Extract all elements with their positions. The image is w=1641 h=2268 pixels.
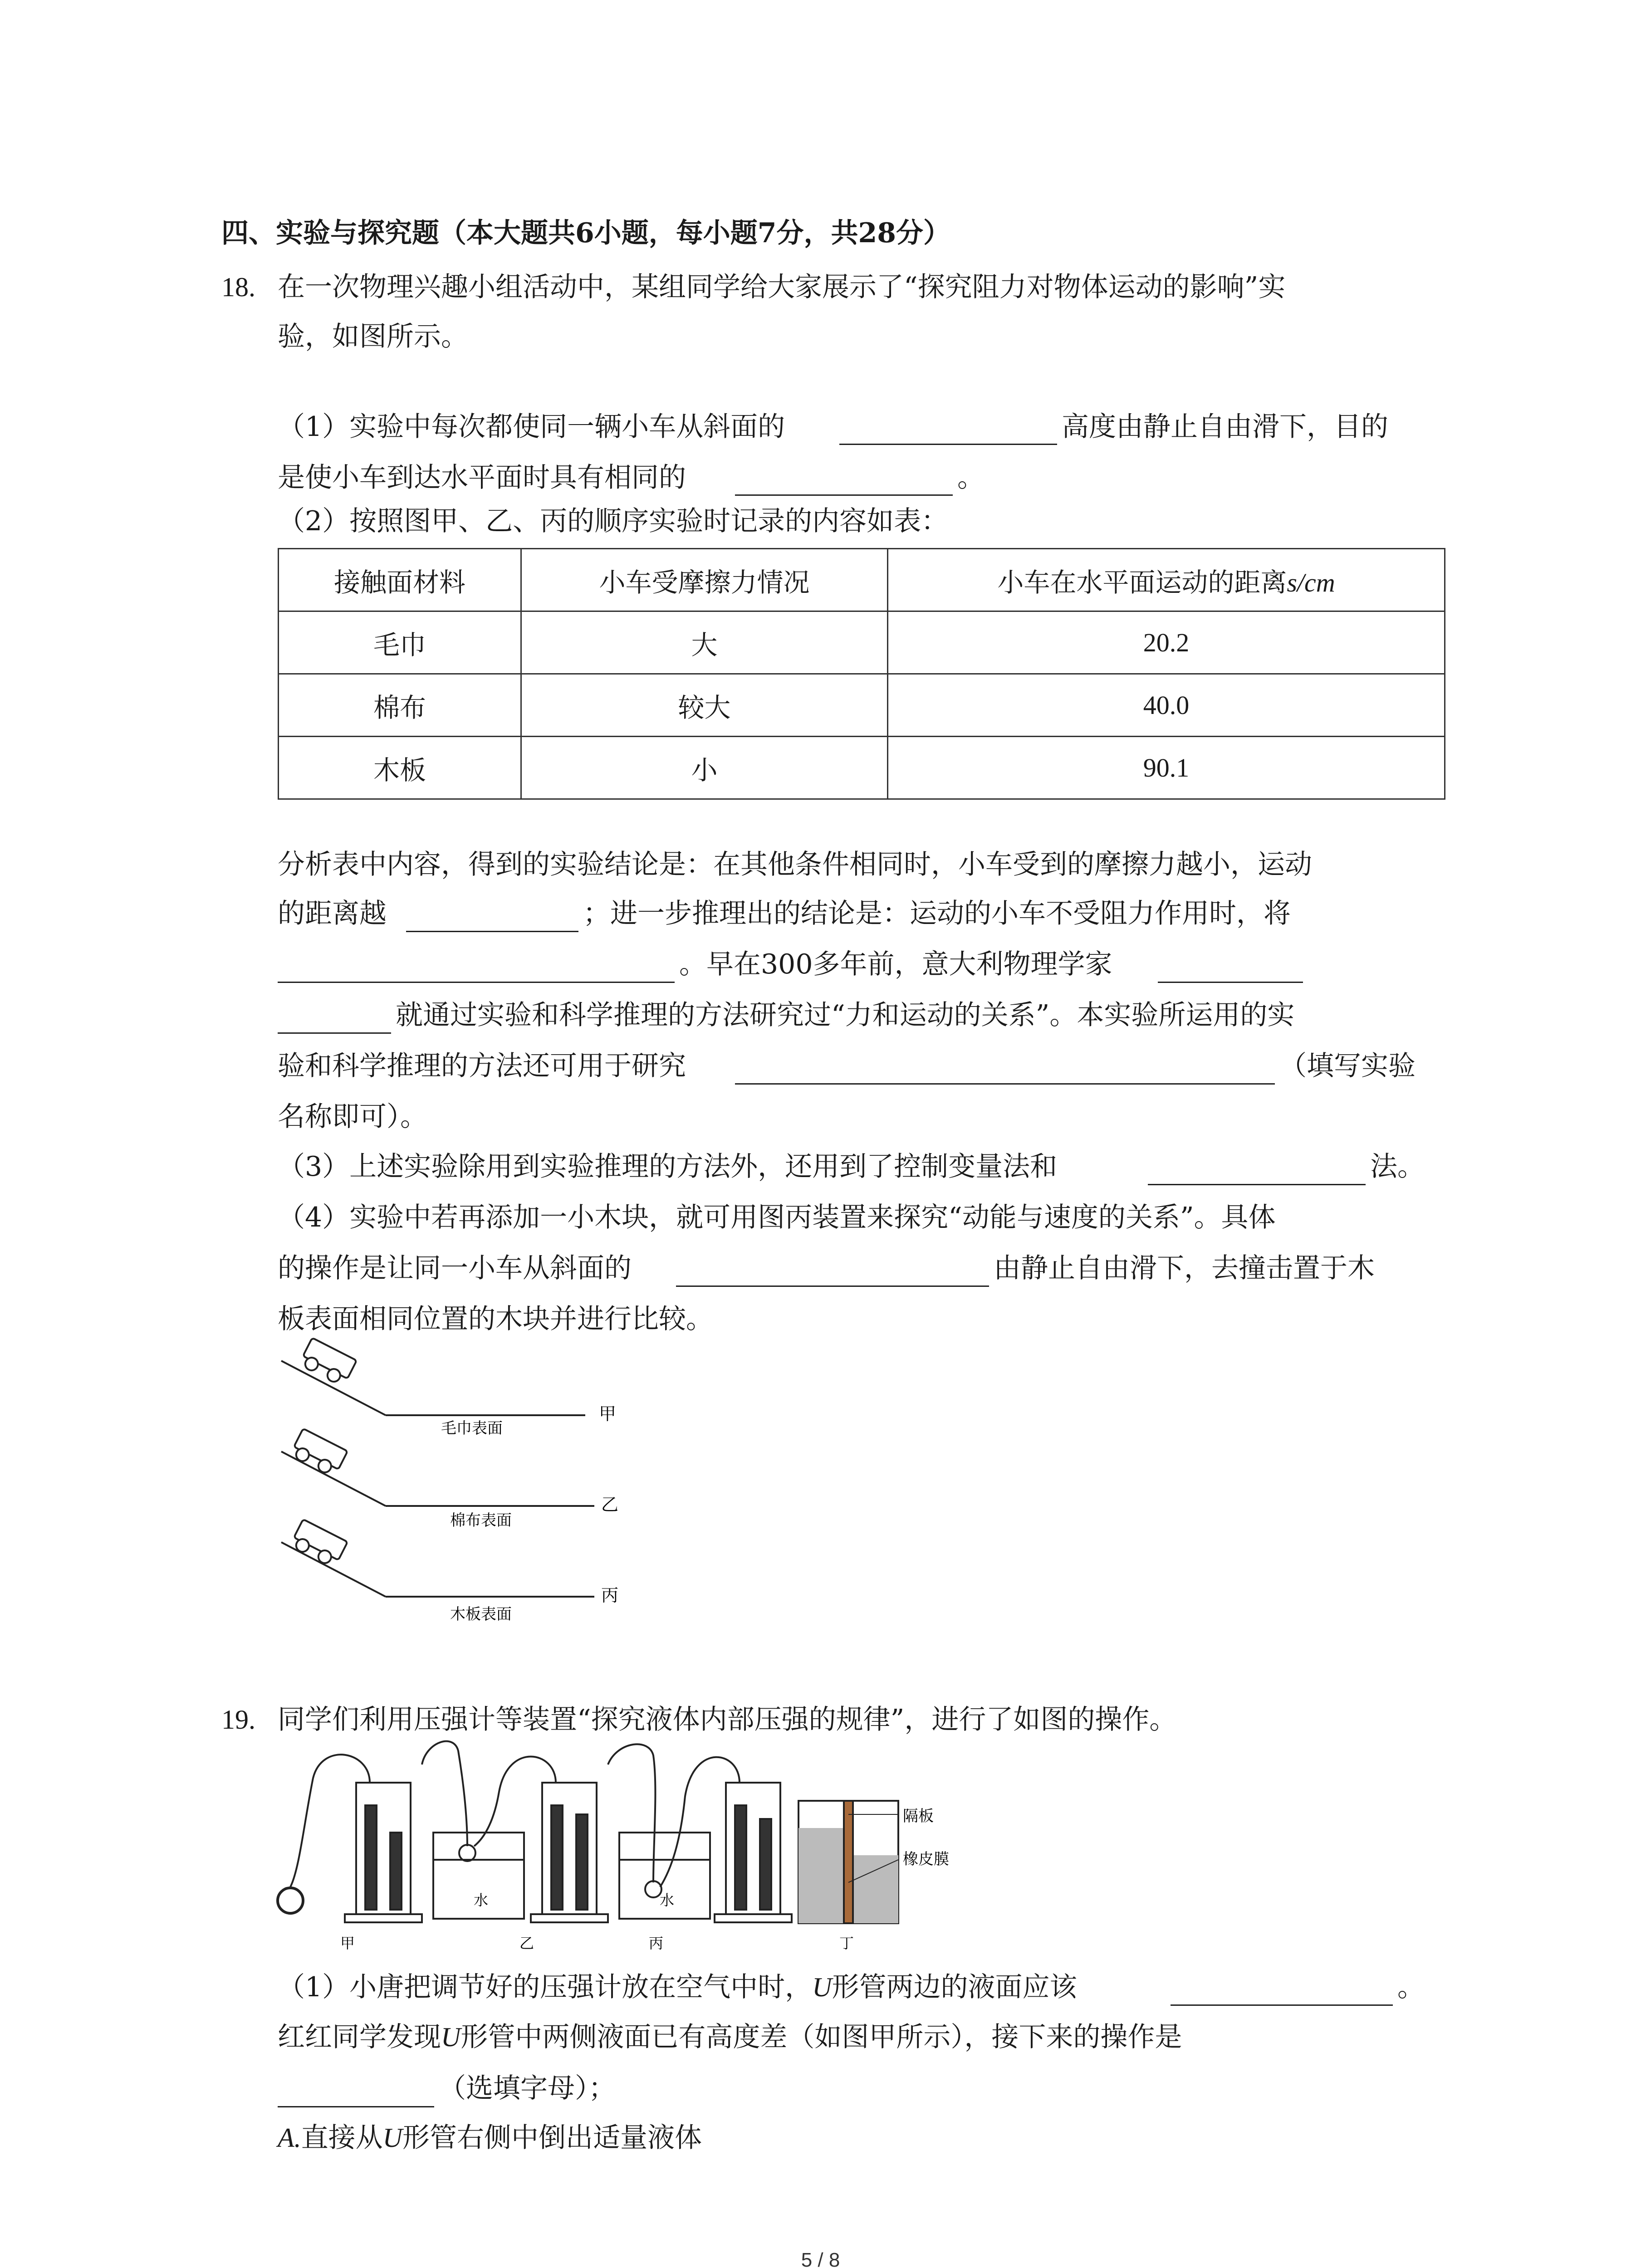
q19-part1-text-a: （1）小唐把调节好的压强计放在空气中时，: [278, 1971, 813, 2003]
q18-part4-line2a: 的操作是让同一小车从斜面的: [278, 1252, 632, 1284]
q19-blank-1[interactable]: [1171, 2004, 1393, 2006]
header-unit: s/cm: [1287, 567, 1335, 597]
membrane-label: 橡皮膜: [903, 1850, 949, 1868]
table-cell: 木板: [279, 737, 521, 799]
figure-label: 乙: [519, 1935, 534, 1952]
table-cell: 毛巾: [279, 611, 521, 674]
probe-icon: [278, 1888, 303, 1913]
q18-blank-5-cont[interactable]: [278, 1032, 391, 1034]
q18-blank-4[interactable]: [278, 982, 675, 983]
q18-number: 18.: [221, 272, 255, 302]
table-row: [279, 611, 1445, 674]
q18-analysis-line3: 。早在300多年前，意大利物理学家: [679, 948, 1112, 980]
table-cell: 小: [521, 737, 888, 799]
incline-figure: [272, 1329, 635, 1637]
table-header-row: [279, 549, 1445, 611]
q18-part3-text-b: 法。: [1370, 1151, 1425, 1183]
q18-part1-text-d: 。: [957, 462, 985, 494]
q18-part3-text-a: （3）上述实验除用到实验推理的方法外，还用到了控制变量法和: [278, 1151, 1058, 1183]
section-heading: 四、实验与探究题（本大题共6小题，每小题7分，共28分）: [221, 217, 950, 249]
q18-part1-text-c: 是使小车到达水平面时具有相同的: [278, 462, 686, 494]
u-symbol: U: [382, 2123, 402, 2153]
table-header-cell: [888, 549, 1445, 611]
q18-blank-7[interactable]: [1148, 1184, 1366, 1185]
figure-label: 甲: [599, 1404, 617, 1424]
q19-part1-line2: [278, 2021, 1182, 2053]
q19-part1-line2-b: 形管中两侧液面已有高度差（如图甲所示），接下来的操作是: [460, 2021, 1182, 2053]
water-label: 水: [659, 1892, 675, 1909]
figure-label: 乙: [601, 1495, 619, 1515]
q19-option-a: [278, 2121, 702, 2154]
option-a-letter: A.: [278, 2123, 301, 2153]
q19-part1-line1: [278, 1971, 1077, 2004]
q19-blank-2[interactable]: [278, 2106, 434, 2107]
header-distance: 小车在水平面运动的距离: [997, 567, 1287, 598]
table-cell: 棉布: [279, 674, 521, 737]
table-cell: 90.1: [888, 737, 1445, 799]
q19-part1-text-c: 。: [1397, 1971, 1425, 2003]
partition-label: 隔板: [903, 1807, 934, 1825]
page-number: 5 / 8: [801, 2249, 840, 2268]
table-row: [279, 674, 1445, 737]
q18-part4-line2b: 由静止自由滑下，去撞击置于木: [994, 1252, 1375, 1284]
q19-intro: 同学们利用压强计等装置“探究液体内部压强的规律”，进行了如图的操作。: [278, 1704, 1177, 1735]
q18-blank-6[interactable]: [735, 1083, 1275, 1085]
option-a-text-a: 直接从: [301, 2122, 383, 2154]
q19-part1-text-b: 形管两边的液面应该: [832, 1971, 1077, 2003]
q18-blank-8[interactable]: [676, 1286, 989, 1287]
q18-blank-1[interactable]: [839, 444, 1057, 445]
q18-analysis-line2a: 的距离越: [278, 898, 387, 929]
q18-intro-line2: 验，如图所示。: [278, 321, 468, 352]
option-a-text-b: 形管右侧中倒出适量液体: [402, 2122, 702, 2154]
figure-label: 丙: [649, 1935, 664, 1952]
table-header-cell: [521, 549, 888, 611]
q19-number: 19.: [221, 1705, 255, 1735]
surface-label: 毛巾表面: [441, 1419, 503, 1437]
figure-label: 甲: [340, 1935, 355, 1952]
header-friction: 小车受摩擦力情况: [599, 567, 810, 598]
q18-analysis-line5b: （填写实验: [1279, 1050, 1416, 1082]
table-cell: 较大: [521, 674, 888, 737]
q18-analysis-line5a: 验和科学推理的方法还可用于研究: [278, 1050, 686, 1082]
q18-analysis-line6: 名称即可）。: [278, 1101, 427, 1133]
q18-part1-text-a: （1）实验中每次都使同一辆小车从斜面的: [278, 411, 785, 443]
q18-analysis-line4: 就通过实验和科学推理的方法研究过“力和运动的关系”。本实验所运用的实: [396, 999, 1295, 1031]
q18-analysis-line2b: ；进一步推理出的结论是：运动的小车不受阻力作用时，将: [583, 898, 1291, 929]
u-symbol: U: [441, 2022, 461, 2052]
partition-container: [798, 1801, 898, 1923]
q18-part4-line3: 板表面相同位置的木块并进行比较。: [278, 1303, 713, 1335]
surface-label: 棉布表面: [450, 1511, 512, 1530]
q18-blank-2[interactable]: [735, 494, 953, 496]
table-row: [279, 737, 1445, 799]
water-label: 水: [473, 1892, 489, 1909]
u-symbol: U: [812, 1972, 832, 2002]
q18-analysis-line1: 分析表中内容，得到的实验结论是：在其他条件相同时，小车受到的摩擦力越小，运动: [278, 849, 1312, 880]
q18-blank-5[interactable]: [1158, 982, 1303, 983]
header-material: 接触面材料: [333, 567, 465, 598]
experiment-table: [278, 548, 1445, 800]
table-header-cell: [279, 549, 521, 611]
q19-part1-line3: （选填字母）；: [439, 2072, 616, 2104]
q19-part1-line2-a: 红红同学发现: [278, 2021, 441, 2053]
table-cell: 40.0: [888, 674, 1445, 737]
table-cell: 20.2: [888, 611, 1445, 674]
q18-part1-text-b: 高度由静止自由滑下，目的: [1062, 411, 1388, 443]
surface-label: 木板表面: [450, 1605, 512, 1623]
cart-icon: [299, 1338, 357, 1387]
u-tube-gauge: [290, 1755, 422, 1922]
table-cell: 大: [521, 611, 888, 674]
q18-intro-line1: 在一次物理兴趣小组活动中，某组同学给大家展示了“探究阻力对物体运动的影响”实: [278, 271, 1286, 303]
pressure-gauge-figure: [272, 1724, 962, 1964]
figure-label: 丙: [601, 1585, 619, 1605]
q18-blank-3[interactable]: [406, 931, 578, 932]
q18-part4-line1: （4）实验中若再添加一小木块，就可用图丙装置来探究“动能与速度的关系”。具体: [278, 1202, 1276, 1233]
figure-label: 丁: [839, 1935, 854, 1952]
q18-part2-text: （2）按照图甲、乙、丙的顺序实验时记录的内容如表：: [278, 505, 949, 537]
